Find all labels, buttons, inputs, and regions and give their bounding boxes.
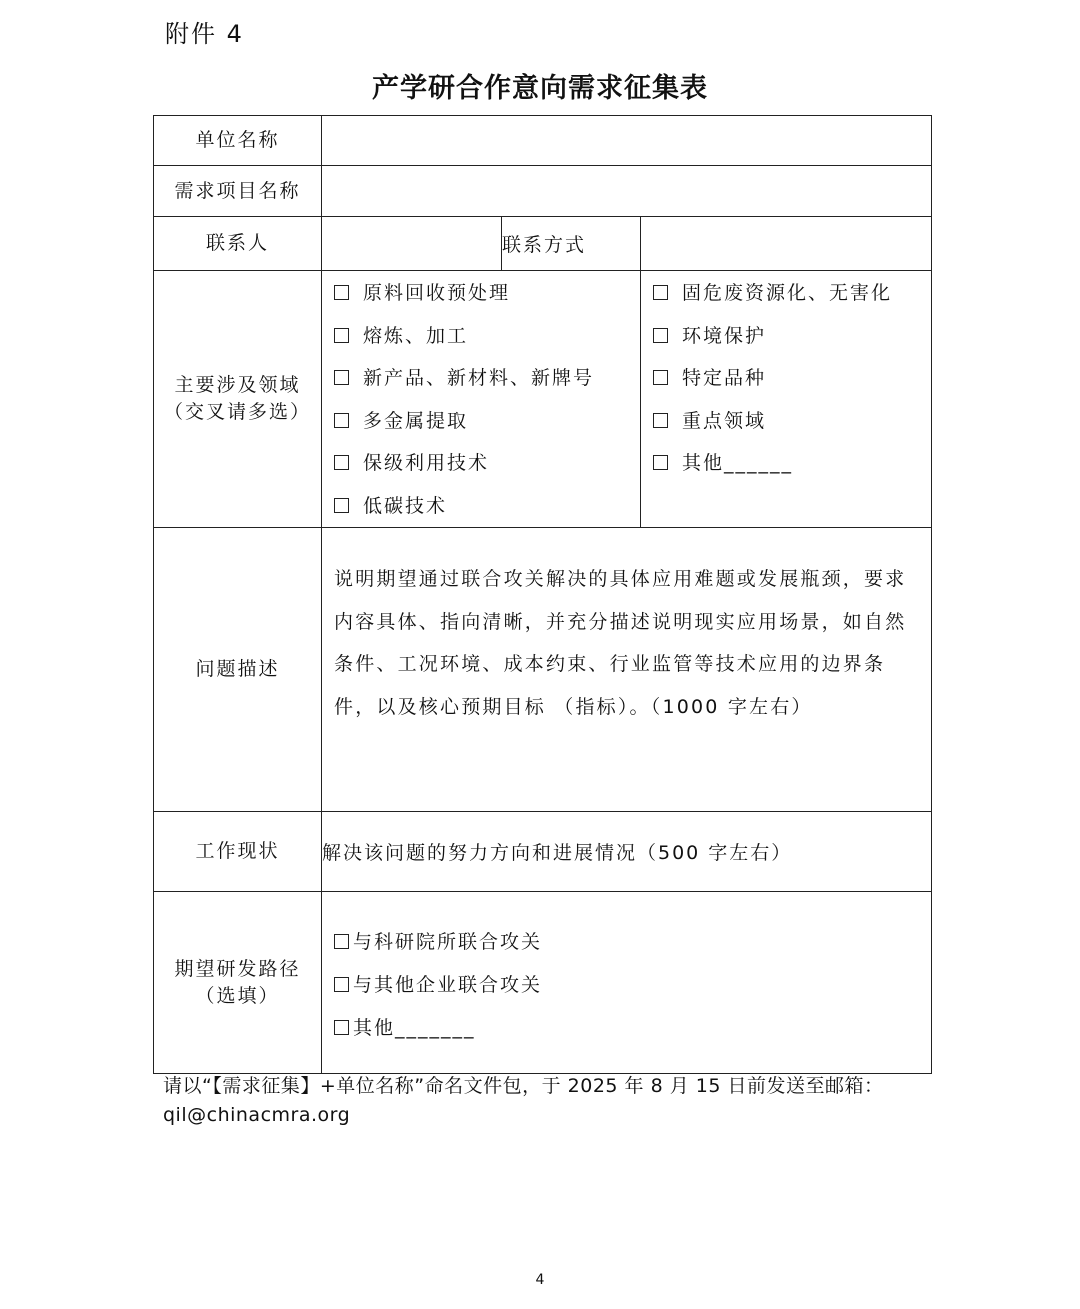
attachment-label: 附件 4 bbox=[165, 20, 244, 48]
field-option[interactable] bbox=[334, 442, 640, 485]
field-option-label: 特定品种 bbox=[682, 367, 767, 389]
checkbox-icon[interactable] bbox=[653, 413, 668, 428]
checkbox-icon[interactable] bbox=[334, 413, 349, 428]
row-problem bbox=[154, 528, 932, 812]
field-option[interactable] bbox=[334, 357, 640, 400]
field-option-label: 重点领域 bbox=[682, 409, 767, 432]
problem-label: 问题描述 bbox=[154, 528, 322, 812]
fields-label bbox=[154, 271, 322, 528]
checkbox-icon[interactable] bbox=[653, 370, 668, 385]
path-label-line1: 期望研发路径 bbox=[174, 957, 301, 980]
project-name-label: 需求项目名称 bbox=[154, 166, 322, 217]
field-option-label: 熔炼、加工 bbox=[363, 324, 469, 347]
submission-note-line1: 请以“【需求征集】+单位名称”命名文件包，于 2025 年 8 月 15 日前发送至邮箱： bbox=[163, 1075, 884, 1097]
fields-left-list bbox=[322, 271, 640, 527]
field-option[interactable] bbox=[334, 400, 640, 443]
problem-text: 说明期望通过联合攻关解决的具体应用难题或发展瓶颈，要求内容具体、指向清晰，并充分描述说明现实应用场景，如自然条件、工况环境、成本约束、行业监管等技术应用的边界条件，以及核心预期目标 （指标）。（1000 字左右） bbox=[334, 568, 907, 718]
checkbox-icon[interactable] bbox=[653, 328, 668, 343]
row-project-name bbox=[154, 166, 932, 217]
field-option[interactable] bbox=[334, 272, 640, 315]
field-option-label: 新产品、新材料、新牌号 bbox=[363, 367, 595, 389]
contact-method-label: 联系方式 bbox=[502, 217, 641, 271]
path-cell bbox=[322, 892, 932, 1074]
project-name-field[interactable] bbox=[322, 166, 932, 217]
contact-person-label: 联系人 bbox=[154, 217, 322, 271]
path-option-other[interactable] bbox=[334, 1007, 931, 1050]
checkbox-icon[interactable] bbox=[334, 977, 349, 992]
contact-method-field[interactable] bbox=[641, 217, 932, 271]
unit-name-field[interactable] bbox=[322, 116, 932, 166]
fields-right-cell bbox=[641, 271, 932, 528]
path-option-label: 其他_______ bbox=[353, 1017, 476, 1039]
problem-cell[interactable] bbox=[322, 528, 932, 812]
fields-left-cell bbox=[322, 271, 641, 528]
field-option-label: 保级利用技术 bbox=[363, 452, 490, 474]
submission-email[interactable]: qil@chinacmra.org bbox=[163, 1104, 351, 1126]
field-option[interactable] bbox=[334, 485, 640, 528]
checkbox-icon[interactable] bbox=[334, 455, 349, 470]
status-label: 工作现状 bbox=[154, 812, 322, 892]
path-option-label: 与科研院所联合攻关 bbox=[353, 931, 543, 953]
status-cell[interactable] bbox=[322, 812, 932, 892]
row-path bbox=[154, 892, 932, 1074]
path-option[interactable] bbox=[334, 964, 931, 1007]
status-text: 解决该问题的努力方向和进展情况（500 字左右） bbox=[322, 842, 793, 864]
checkbox-icon[interactable] bbox=[334, 370, 349, 385]
fields-label-line1: 主要涉及领域 bbox=[174, 374, 301, 396]
checkbox-icon[interactable] bbox=[334, 328, 349, 343]
page-number: 4 bbox=[535, 1272, 545, 1288]
checkbox-icon[interactable] bbox=[334, 498, 349, 513]
row-unit-name bbox=[154, 116, 932, 166]
form-title: 产学研合作意向需求征集表 bbox=[372, 73, 708, 104]
row-contact bbox=[154, 217, 932, 271]
checkbox-icon[interactable] bbox=[334, 1020, 349, 1035]
field-option[interactable] bbox=[653, 357, 931, 400]
checkbox-icon[interactable] bbox=[653, 285, 668, 300]
field-option-label: 多金属提取 bbox=[363, 409, 469, 432]
checkbox-icon[interactable] bbox=[334, 285, 349, 300]
field-option[interactable] bbox=[334, 315, 640, 358]
field-option-label: 其他______ bbox=[682, 452, 794, 474]
fields-right-list bbox=[641, 271, 931, 485]
row-status bbox=[154, 812, 932, 892]
field-option[interactable] bbox=[653, 400, 931, 443]
row-fields bbox=[154, 271, 932, 528]
field-option-label: 固危废资源化、无害化 bbox=[682, 282, 893, 304]
path-options bbox=[322, 892, 931, 1050]
checkbox-icon[interactable] bbox=[334, 934, 349, 949]
path-option-label: 与其他企业联合攻关 bbox=[353, 974, 543, 996]
field-option-label: 低碳技术 bbox=[363, 494, 448, 517]
path-option[interactable] bbox=[334, 921, 931, 964]
path-label bbox=[154, 892, 322, 1074]
checkbox-icon[interactable] bbox=[653, 455, 668, 470]
field-option-label: 环境保护 bbox=[682, 324, 767, 347]
path-label-line2: （选填） bbox=[195, 984, 280, 1007]
field-option[interactable] bbox=[653, 272, 931, 315]
contact-person-field[interactable] bbox=[322, 217, 502, 271]
field-option[interactable] bbox=[653, 315, 931, 358]
demand-form-table bbox=[153, 115, 932, 1074]
field-option-label: 原料回收预处理 bbox=[363, 282, 511, 304]
submission-note bbox=[163, 1072, 883, 1130]
field-option-other[interactable] bbox=[653, 442, 931, 485]
unit-name-label: 单位名称 bbox=[154, 116, 322, 166]
fields-label-line2: （交叉请多选） bbox=[163, 401, 311, 423]
